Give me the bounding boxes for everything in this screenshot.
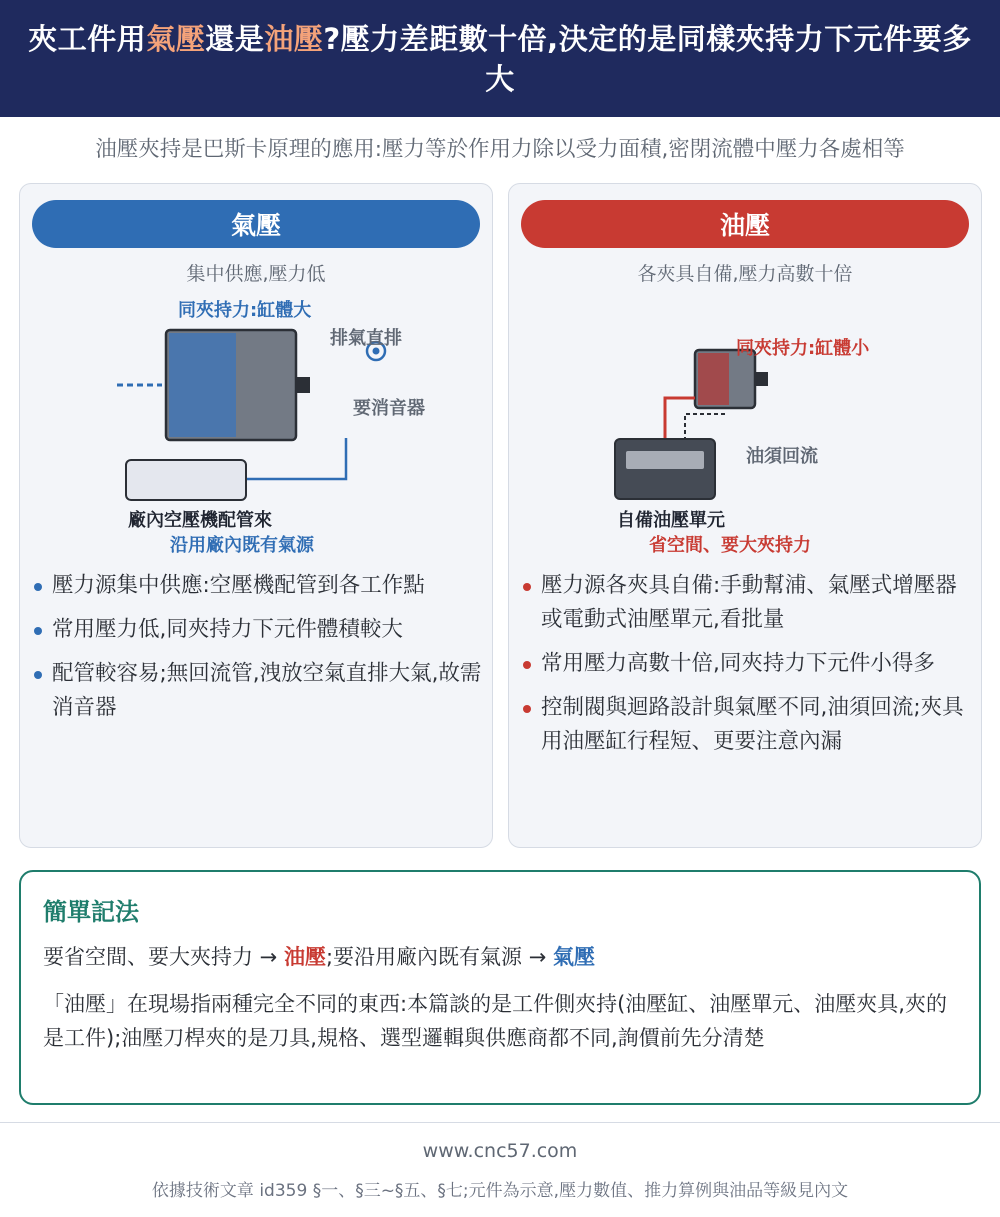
hydraulic-title: 油壓 [521,200,969,248]
compressor-source-label: 廠內空壓機配管來 [128,510,272,531]
hydraulic-cylinder-rod [755,372,768,386]
list-item [34,657,484,725]
hydraulic-cylinder-label: 同夾持力:缸體小 [736,338,870,359]
muffler-label: 要消音器 [353,398,425,419]
subtitle: 油壓夾持是巴斯卡原理的應用:壓力等於作用力除以受力面積,密閉流體中壓力各處相等 [95,137,905,162]
bullet-text: 常用壓力低,同夾持力下元件體積較大 [52,617,403,642]
hydraulic-return-line [685,414,725,439]
bullet-text: 常用壓力高數十倍,同夾持力下元件小得多 [541,651,935,676]
hydraulic-cylinder-chamber [698,353,729,405]
hydraulic-unit-sub: 省空間、要大夾持力 [649,535,811,556]
memo-rule-text: ;要沿用廠內既有氣源 → [325,945,553,969]
bullet-dot [523,583,531,591]
title-text: 還是 [205,21,265,56]
title-banner [0,0,1000,117]
pneumatic-cylinder-rod [296,377,310,393]
title-highlight-pneumatic: 氣壓 [146,21,206,56]
list-item [34,569,484,603]
hydraulic-diagram [509,284,983,564]
memo-rule-pneumatic: 氣壓 [552,945,595,969]
bullet-dot [34,627,42,635]
footer-url: www.cnc57.com [422,1140,578,1162]
hydraulic-bullets [523,569,973,769]
bullet-text: 配管較容易;無回流管,洩放空氣直排大氣,故需消音器 [52,661,482,720]
bullet-dot [34,583,42,591]
title-text: ?壓力差距數十倍,決定的是同樣夾持力下元件要多大 [323,21,972,96]
footer-divider [0,1122,1000,1123]
oil-return-label: 油須回流 [746,446,818,467]
memo-box [19,870,981,1105]
compressor-source-box [126,460,246,500]
memo-rule-text: 要省空間、要大夾持力 → [43,945,284,969]
bullet-dot [523,661,531,669]
bullet-dot [523,705,531,713]
pneumatic-diagram [20,284,494,564]
pneumatic-cylinder-label: 同夾持力:缸體大 [178,300,312,321]
pneumatic-tagline: 集中供應,壓力低 [186,263,326,285]
title-highlight-hydraulic: 油壓 [264,21,324,56]
page-title [26,19,974,99]
title-text: 夾工件用 [28,21,147,56]
pneumatic-panel [19,183,493,848]
hydraulic-panel [508,183,982,848]
memo-rule-hydraulic: 油壓 [283,945,326,969]
pneumatic-supply-line [246,438,346,479]
pneumatic-cylinder-chamber [169,333,236,437]
list-item [523,691,973,759]
bullet-text: 控制閥與迴路設計與氣壓不同,油須回流;夾具用油壓缸行程短、更要注意內漏 [541,695,964,754]
exhaust-label: 排氣直排 [330,328,402,349]
bullet-dot [34,671,42,679]
bullet-text: 壓力源各夾具自備:手動幫浦、氣壓式增壓器或電動式油壓單元,看批量 [541,573,957,632]
memo-note: 「油壓」在現場指兩種完全不同的東西:本篇談的是工件側夾持(油壓缸、油壓單元、油壓夾具,夾的是工件);油壓刀桿夾的是刀具,規格、選型邏輯與供應商都不同,詢價前先分清楚 [43,992,947,1050]
hydraulic-schematic [509,284,983,564]
hydraulic-pressure-line [665,398,695,439]
list-item [523,569,973,637]
bullet-text: 壓力源集中供應:空壓機配管到各工作點 [52,573,425,598]
hydraulic-unit-window [626,451,704,469]
memo-title: 簡單記法 [43,898,139,926]
hydraulic-unit-label: 自備油壓單元 [617,510,725,531]
compressor-source-sub: 沿用廠內既有氣源 [170,535,314,556]
memo-rule [43,941,957,973]
pneumatic-bullets [34,569,484,735]
list-item [523,647,973,681]
pneumatic-title: 氣壓 [32,200,480,248]
list-item [34,613,484,647]
footer-source-note: 依據技術文章 id359 §一、§三~§五、§七;元件為示意,壓力數值、推力算例與油品等級見內文 [151,1181,849,1201]
hydraulic-tagline: 各夾具自備,壓力高數十倍 [637,263,853,285]
